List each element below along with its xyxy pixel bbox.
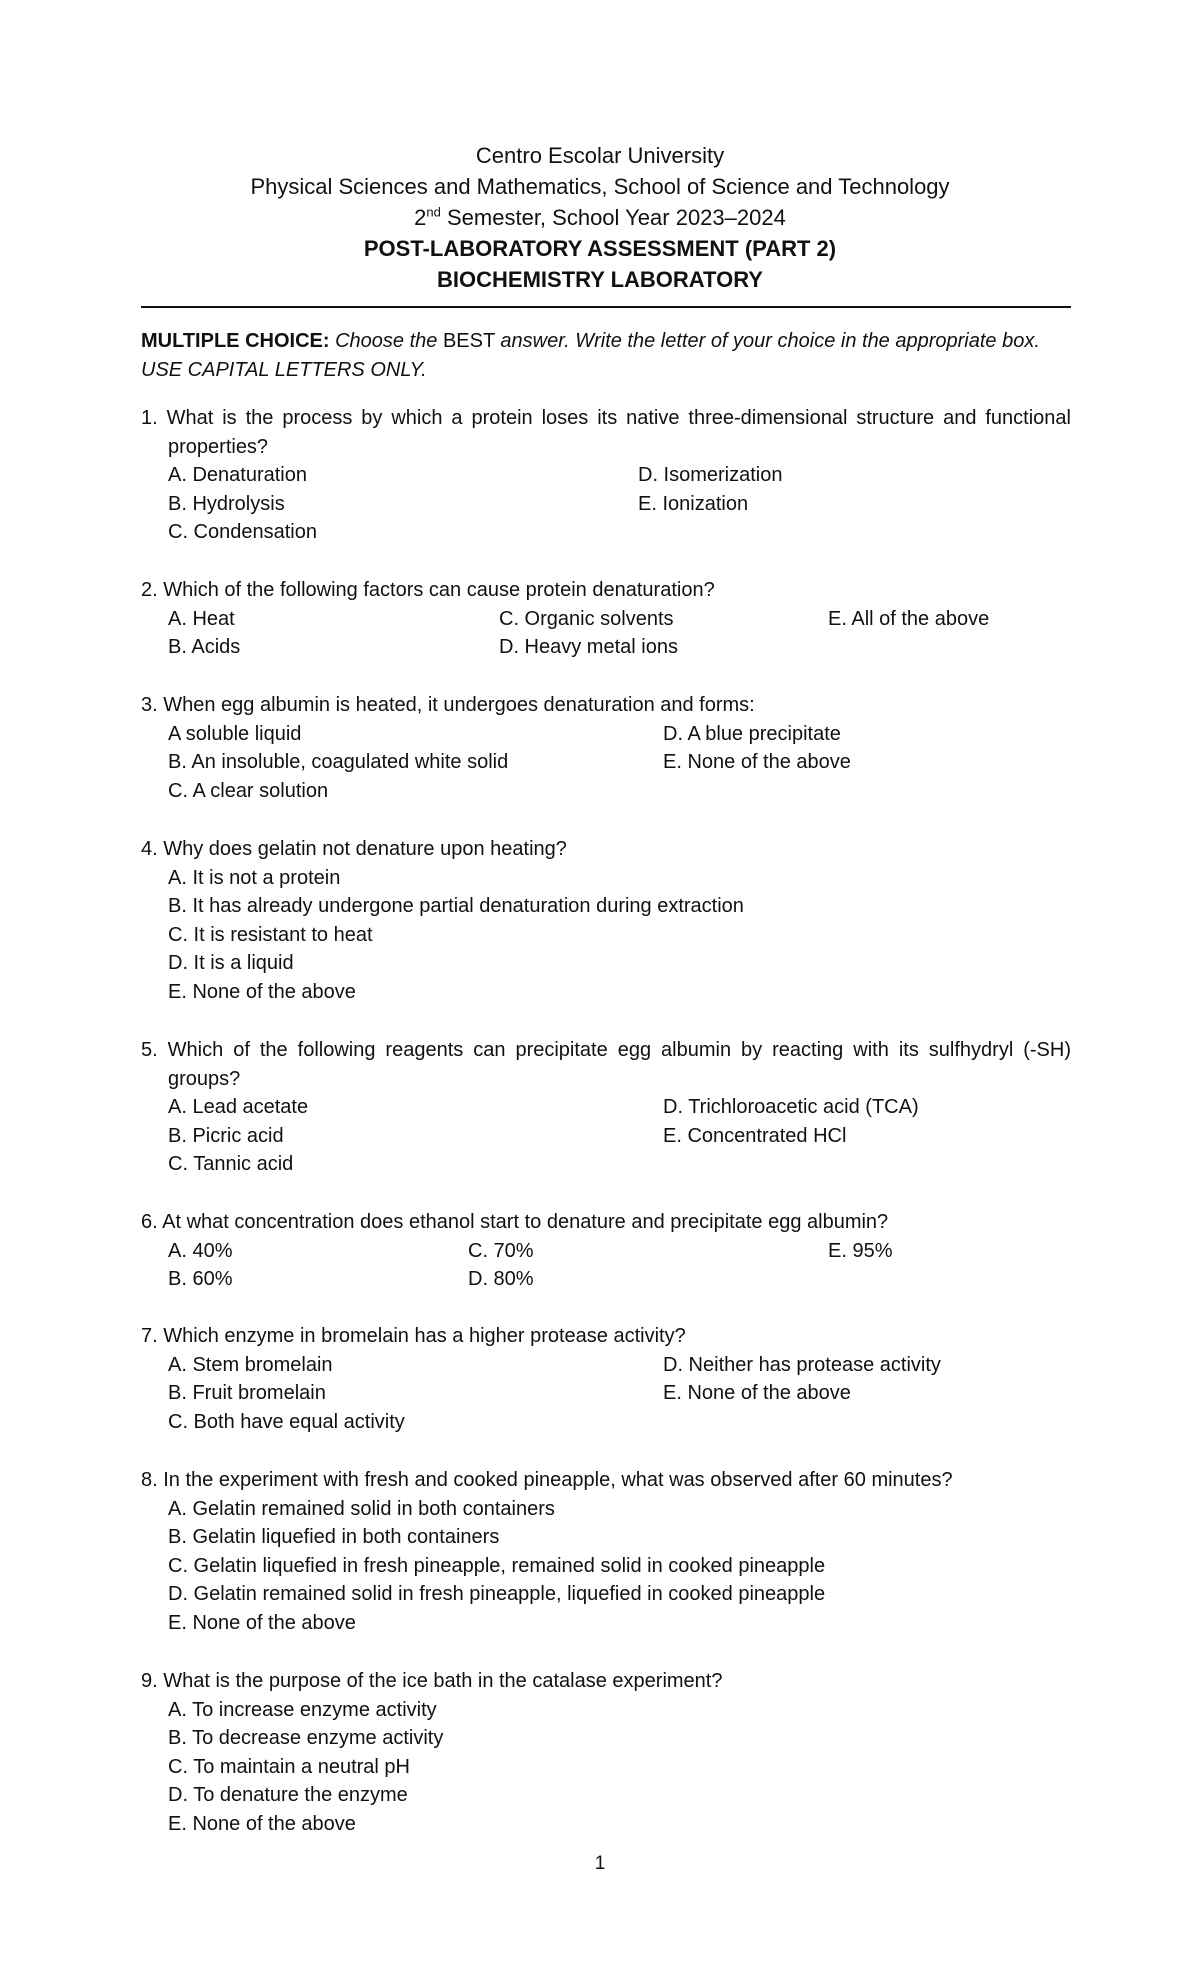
instructions-part2: answer. Write the letter of your choice in the appropriate box. USE CAPITAL LETTERS ONLY. <box>141 330 1040 381</box>
question-stem <box>141 835 1071 864</box>
option-d: D. Neither has protease activity <box>663 1353 941 1376</box>
instructions-best: BEST <box>442 330 495 352</box>
option-a: A. Stem bromelain <box>168 1353 333 1376</box>
question-text: Which of the following reagents can precipitate egg albumin by reacting with its sulfhydryl (-SH) groups? <box>167 1039 1071 1090</box>
option-d: D. Isomerization <box>638 464 783 487</box>
option-b: B. Fruit bromelain <box>168 1382 326 1405</box>
question-7 <box>141 1322 1071 1437</box>
question-number: 4. <box>141 838 158 860</box>
question-6 <box>141 1208 1071 1295</box>
option-c: C. A clear solution <box>168 779 329 802</box>
option-e: E. 95% <box>828 1239 893 1262</box>
options <box>168 864 1071 1007</box>
option-c: C. Both have equal activity <box>168 1410 405 1433</box>
option-e: E. None of the above <box>168 980 356 1003</box>
question-9 <box>141 1667 1071 1839</box>
option-c: C. Tannic acid <box>168 1153 294 1176</box>
question-stem <box>141 1208 1071 1237</box>
question-8 <box>141 1466 1071 1638</box>
question-stem <box>141 576 1071 605</box>
page-number: 1 <box>594 1853 606 1874</box>
option-e: E. Concentrated HCl <box>663 1124 847 1147</box>
question-stem <box>141 691 1071 720</box>
option-c: C. To maintain a neutral pH <box>168 1755 410 1778</box>
options <box>168 1351 1071 1437</box>
option-c: C. 70% <box>468 1239 534 1262</box>
option-d: D. Trichloroacetic acid (TCA) <box>663 1096 919 1119</box>
option-b: B. Hydrolysis <box>168 492 285 515</box>
option-a: A. Gelatin remained solid in both containers <box>168 1497 555 1520</box>
option-d: D. A blue precipitate <box>663 722 841 745</box>
question-text: In the experiment with fresh and cooked pineapple, what was observed after 60 minutes? <box>163 1469 953 1491</box>
option-c: C. Condensation <box>168 521 317 544</box>
option-e: E. None of the above <box>168 1611 356 1634</box>
option-d: D. 80% <box>468 1268 534 1291</box>
options <box>168 720 1071 806</box>
instructions <box>141 327 1071 385</box>
option-a: A. To increase enzyme activity <box>168 1698 437 1721</box>
option-a: A. Denaturation <box>168 464 307 487</box>
option-b: B. An insoluble, coagulated white solid <box>168 751 509 774</box>
option-e: E. All of the above <box>828 607 990 630</box>
question-stem <box>141 404 1071 461</box>
option-a: A. 40% <box>168 1239 233 1262</box>
semester-school-year: Semester, School Year 2023–2024 <box>440 205 786 230</box>
option-a: A. It is not a protein <box>168 866 341 889</box>
question-stem <box>141 1466 1071 1495</box>
department-name: Physical Sciences and Mathematics, School of Science and Technology <box>250 174 950 199</box>
option-a: A. Lead acetate <box>168 1096 309 1119</box>
option-b: B. To decrease enzyme activity <box>168 1727 444 1750</box>
option-a: A. Heat <box>168 607 235 630</box>
question-stem <box>141 1322 1071 1351</box>
option-e: E. None of the above <box>663 1382 851 1405</box>
options <box>168 1093 1071 1179</box>
question-number: 3. <box>141 694 158 716</box>
question-number: 5. <box>141 1039 158 1061</box>
option-d: D. Gelatin remained solid in fresh pineapple, liquefied in cooked pineapple <box>168 1583 826 1606</box>
document-header <box>0 140 1200 295</box>
question-text: What is the process by which a protein loses its native three-dimensional structure and functional properties? <box>166 407 1071 458</box>
option-b: B. Gelatin liquefied in both containers <box>168 1526 500 1549</box>
options <box>168 1237 1071 1295</box>
question-number: 9. <box>141 1670 158 1692</box>
question-text: When egg albumin is heated, it undergoes denaturation and forms: <box>163 694 755 716</box>
option-c: C. Gelatin liquefied in fresh pineapple, remained solid in cooked pineapple <box>168 1554 826 1577</box>
option-e: E. Ionization <box>638 492 749 515</box>
university-name: Centro Escolar University <box>475 143 725 168</box>
option-b: B. Picric acid <box>168 1124 284 1147</box>
question-4 <box>141 835 1071 1007</box>
question-5 <box>141 1036 1071 1179</box>
question-text: What is the purpose of the ice bath in the catalase experiment? <box>163 1670 723 1692</box>
options <box>168 1495 1071 1638</box>
options <box>168 605 1071 663</box>
option-b: B. 60% <box>168 1268 233 1291</box>
option-c: C. It is resistant to heat <box>168 923 373 946</box>
option-a: A soluble liquid <box>168 722 302 745</box>
semester-line <box>0 202 1200 233</box>
question-3 <box>141 691 1071 806</box>
question-text: At what concentration does ethanol start to denature and precipitate egg albumin? <box>162 1211 889 1233</box>
semester-ordinal-suffix: nd <box>426 204 441 220</box>
question-text: Which of the following factors can cause protein denaturation? <box>163 579 715 601</box>
question-number: 2. <box>141 579 158 601</box>
option-d: D. Heavy metal ions <box>499 636 678 659</box>
option-e: E. None of the above <box>663 751 851 774</box>
options <box>168 461 1071 547</box>
semester-ordinal: 2 <box>414 205 427 230</box>
question-2 <box>141 576 1071 663</box>
document-subtitle: BIOCHEMISTRY LABORATORY <box>437 267 763 292</box>
option-d: D. To denature the enzyme <box>168 1784 408 1807</box>
question-number: 1. <box>141 407 158 429</box>
question-1 <box>141 404 1071 547</box>
option-b: B. It has already undergone partial denaturation during extraction <box>168 895 744 918</box>
question-number: 6. <box>141 1211 158 1233</box>
options <box>168 1696 1071 1839</box>
option-e: E. None of the above <box>168 1812 356 1835</box>
question-text: Why does gelatin not denature upon heating? <box>163 838 567 860</box>
option-c: C. Organic solvents <box>499 607 674 630</box>
question-number: 7. <box>141 1325 158 1347</box>
question-stem <box>141 1667 1071 1696</box>
instructions-lead: MULTIPLE CHOICE: <box>141 330 330 352</box>
question-number: 8. <box>141 1469 158 1491</box>
option-b: B. Acids <box>168 636 241 659</box>
question-text: Which enzyme in bromelain has a higher protease activity? <box>163 1325 686 1347</box>
header-divider <box>141 306 1071 308</box>
option-d: D. It is a liquid <box>168 952 294 975</box>
question-stem <box>141 1036 1071 1093</box>
document-title: POST-LABORATORY ASSESSMENT (PART 2) <box>363 236 837 261</box>
instructions-part1: Choose the <box>335 330 438 352</box>
